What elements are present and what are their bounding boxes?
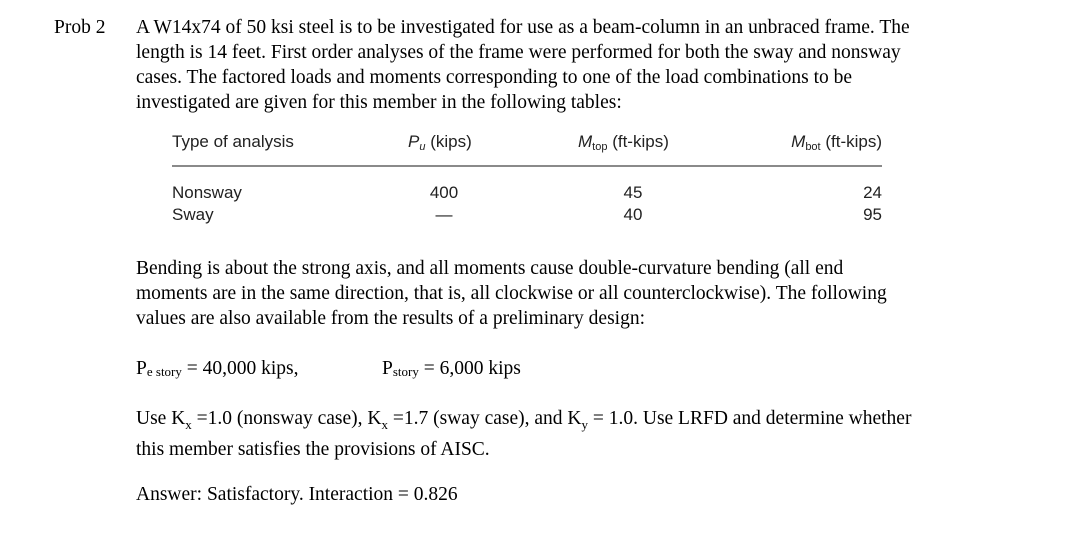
problem-statement <box>136 15 1036 115</box>
table-header-row <box>172 132 882 156</box>
intro-line: cases. The factored loads and moments corresponding to one of the load combinations to be <box>136 67 853 88</box>
cell-mbot: 24 <box>863 183 882 202</box>
bending-line: Bending is about the strong axis, and all moments cause double-curvature bending (all end <box>136 258 844 279</box>
bending-line: values are also available from the results of a preliminary design: <box>136 308 645 329</box>
load-table-body <box>172 183 882 227</box>
intro-line: investigated are given for this member in the following tables: <box>136 92 622 113</box>
cell-pu: 400 <box>429 183 459 202</box>
table-rule <box>172 165 882 167</box>
problem-label: Prob 2 <box>54 17 106 38</box>
effective-length-paragraph <box>136 406 1036 462</box>
bending-line: moments are in the same direction, that is, all clockwise or all counterclockwise). The following <box>136 283 887 304</box>
intro-line: length is 14 feet. First order analyses of the frame were performed for both the sway and nonsway <box>136 42 901 63</box>
answer-text: Answer: Satisfactory. Interaction = 0.826 <box>136 484 458 505</box>
bending-paragraph <box>136 256 1036 331</box>
use-k-line: this member satisfies the provisions of AISC. <box>136 438 490 460</box>
cell-type: Nonsway <box>172 183 242 202</box>
header-mtop: $M_{top}$ (ft-kips) <box>578 132 669 153</box>
table-row <box>172 183 882 205</box>
header-mbot: $M_{bot}$ (ft-kips) <box>791 132 882 153</box>
table-row <box>172 205 882 227</box>
load-table-header <box>172 132 882 156</box>
header-pu: $P_u$ (kips) <box>408 132 472 153</box>
intro-line: A W14x74 of 50 ksi steel is to be investigated for use as a beam-column in an unbraced frame. The <box>136 17 910 38</box>
cell-mtop: 40 <box>623 205 643 224</box>
cell-mbot: 95 <box>863 205 882 224</box>
use-k-line: Use $K_x =1.0$ (nonsway case), $K_x =1.7$ (sway case), and $K_y = 1.0$. Use LRFD and determine whether <box>136 408 912 432</box>
cell-type: Sway <box>172 205 214 224</box>
cell-mtop: 45 <box>623 183 643 202</box>
cell-pu: — <box>435 205 453 224</box>
p-story-value: Pstory = 6,000 kips <box>382 358 521 379</box>
header-type-of-analysis: Type of analysis <box>172 132 294 151</box>
pe-story-value: Pe story = 40,000 kips, <box>136 358 299 379</box>
